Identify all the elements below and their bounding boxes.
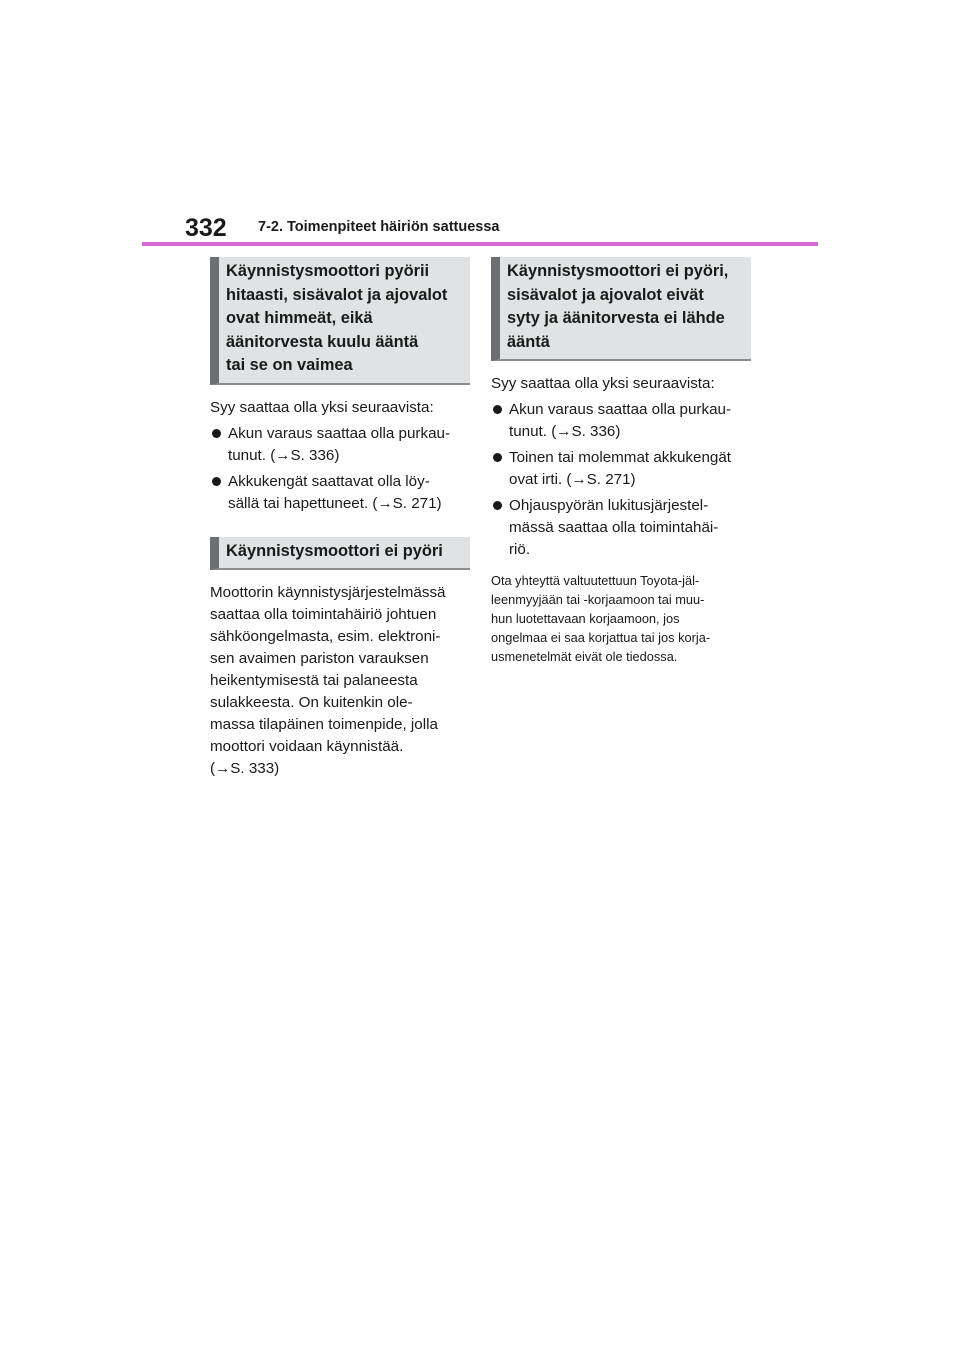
heading-line: ovat himmeät, eikä	[226, 309, 373, 327]
list-item-line: ovat irti. (→S. 271)	[509, 471, 636, 488]
paragraph	[210, 582, 470, 780]
right-column	[491, 257, 751, 666]
cause-list	[491, 399, 751, 561]
heading-line: Käynnistysmoottori ei pyöri,	[507, 262, 729, 280]
list-item-line: sällä tai hapettuneet. (→S. 271)	[228, 494, 442, 512]
list-item-line: tunut. (→S. 336)	[228, 446, 340, 464]
heading-no-power	[491, 257, 751, 361]
list-item-line: Akun varaus saattaa olla purkau-	[228, 424, 451, 442]
lead-text: Syy saattaa olla yksi seuraavista:	[210, 398, 434, 416]
heading-line: hitaasti, sisävalot ja ajovalot	[226, 285, 448, 304]
paragraph-line: Moottorin käynnistysjärjestelmässä	[210, 584, 446, 601]
paragraph-line: massa tilapäinen toimenpide, jolla	[210, 716, 438, 733]
note-line: usmenetelmät eivät ole tiedossa.	[491, 649, 678, 664]
note-line: leenmyyjään tai -korjaamoon tai muu-	[491, 592, 705, 607]
list-item-line: Ohjauspyörän lukitusjärjestel-	[509, 497, 709, 514]
page-number: 332	[185, 214, 227, 242]
note-text	[491, 571, 751, 666]
lead-text: Syy saattaa olla yksi seuraavista:	[491, 375, 715, 392]
list-item	[210, 423, 470, 467]
list-item	[491, 447, 751, 491]
bullet-icon	[493, 453, 502, 462]
list-item-line: tunut. (→S. 336)	[509, 423, 621, 440]
bullet-icon	[493, 405, 502, 414]
bullet-icon	[212, 477, 221, 486]
list-item	[491, 399, 751, 443]
paragraph-line: sen avaimen pariston varauksen	[210, 650, 429, 667]
heading-line: Käynnistysmoottori pyörii	[226, 262, 430, 280]
heading-line: syty ja äänitorvesta ei lähde	[507, 309, 725, 327]
list-item-line: Toinen tai molemmat akkukengät	[509, 449, 732, 466]
paragraph-line: heikentymisestä tai palaneesta	[210, 672, 418, 689]
paragraph-line: saattaa olla toimintahäiriö johtuen	[210, 606, 437, 623]
list-item-line: mässä saattaa olla toimintahäi-	[509, 519, 719, 536]
left-column	[210, 257, 470, 780]
section-title: 7-2. Toimenpiteet häiriön sattuessa	[258, 219, 500, 235]
heading-line: sisävalot ja ajovalot eivät	[507, 285, 704, 304]
bullet-icon	[493, 501, 502, 510]
note-line: ongelmaa ei saa korjattua tai jos korja-	[491, 630, 711, 645]
heading-line: ääntä	[507, 332, 550, 351]
note-line: Ota yhteyttä valtuutettuun Toyota-jäl-	[491, 573, 700, 588]
page-reference-link[interactable]: (→S. 333)	[210, 760, 280, 777]
bullet-icon	[212, 429, 221, 438]
note-line: hun luotettavaan korjaamoon, jos	[491, 611, 680, 626]
paragraph-line: sulakkeesta. On kuitenkin ole-	[210, 694, 413, 711]
paragraph-line: moottori voidaan käynnistää.	[210, 738, 404, 755]
list-item	[210, 471, 470, 515]
heading-line: äänitorvesta kuulu ääntä	[226, 332, 419, 351]
heading-line: Käynnistysmoottori ei pyöri	[226, 541, 443, 560]
list-item	[491, 495, 751, 561]
list-item-line: Akkukengät saattavat olla löy-	[228, 472, 430, 490]
heading-line: tai se on vaimea	[226, 356, 353, 374]
heading-starter-not-turning	[210, 537, 470, 571]
list-item-line: riö.	[509, 541, 531, 558]
paragraph-line: sähköongelmasta, esim. elektroni-	[210, 628, 441, 645]
cause-list	[210, 423, 470, 515]
header-rule	[142, 242, 818, 246]
list-item-line: Akun varaus saattaa olla purkau-	[509, 401, 732, 418]
heading-slow-starter	[210, 257, 470, 385]
